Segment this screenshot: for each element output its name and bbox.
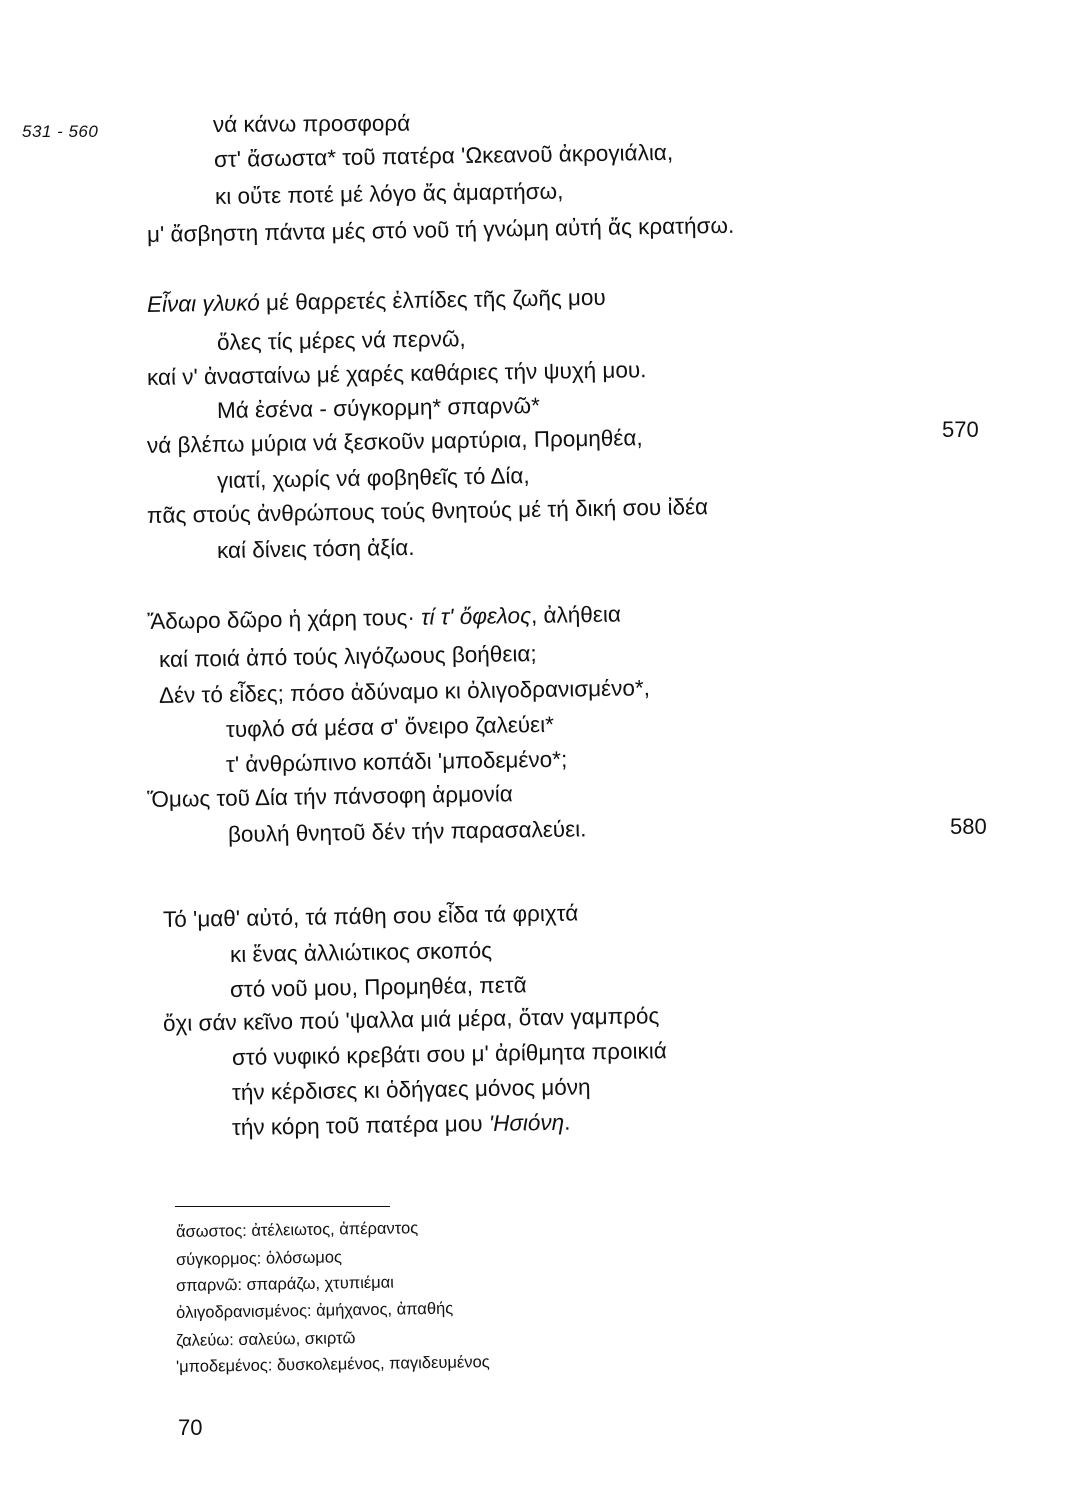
verse-line: μ' ἄσβηστη πάντα μές στό νοῦ τή γνώμη αὐτή ἄς κρατήσω. [146, 212, 735, 247]
italic-phrase: τί τ' ὄφελος [420, 602, 532, 630]
verse-line: κι οὔτε ποτέ μέ λόγο ἄς ἁμαρτήσω, [214, 178, 564, 209]
verse-line: ὄχι σάν κεῖνο πού 'ψαλλα μιά μέρα, ὅταν γαμπρός [162, 1003, 660, 1036]
verse-line: πᾶς στούς ἀνθρώπους τούς θνητούς μέ τή δική σου ἰδέα [146, 494, 709, 528]
footnote: ἄσωστος: ἀτέλειωτος, ἀπέραντος [175, 1219, 419, 1241]
footnote-rule [175, 1206, 390, 1207]
verse-line: Μά ἐσένα - σύγκορμη* σπαρνῶ* [216, 392, 541, 423]
verse-segment: τήν κόρη τοῦ πατέρα μου [231, 1111, 483, 1140]
verse-line: τ' ἀνθρώπινο κοπάδι 'μποδεμένο*; [225, 746, 568, 777]
verse-line: στό νοῦ μου, Προμηθέα, πετᾶ [229, 972, 527, 1002]
verse-segment: Ἄδωρο δῶρο ἡ χάρη τους· [146, 604, 416, 634]
margin-line-number: 570 [942, 417, 979, 442]
verse-line: νά κάνω προσφορά [212, 110, 411, 137]
verse-line: νά βλέπω μύρια νά ξεσκοῦν μαρτύρια, Προμηθέα, [146, 425, 643, 458]
verse-line: γιατί, χωρίς νά φοβηθεῖς τό Δία, [216, 463, 530, 493]
line-range: 531 - 560 [22, 122, 99, 141]
footnote: σπαρνῶ: σπαράζω, χτυπιέμαι [175, 1273, 395, 1295]
verse-line [232, 1109, 571, 1142]
footnote: σύγκορμος: ὁλόσωμος [175, 1248, 343, 1269]
footnote: 'μποδεμένος: δυσκολεμένος, παγιδευμένος [175, 1353, 490, 1376]
footnote: ζαλεύω: σαλεύω, σκιρτῶ [175, 1329, 356, 1350]
verse-segment: . [563, 1109, 571, 1135]
verse-line: καί ποιά ἀπό τούς λιγόζωους βοήθεια; [158, 641, 537, 672]
verse-line: καί ν' ἀνασταίνω μέ χαρές καθάριες τήν ψυχή μου. [146, 357, 647, 390]
verse-line: τήν κέρδισες κι ὁδήγαες μόνος μόνη [231, 1074, 591, 1105]
verse-line: τυφλό σά μέσα σ' ὄνειρο ζαλεύει* [225, 711, 555, 742]
verse-line: καί δίνεις τόση ἀξία. [216, 534, 415, 563]
verse-line: βουλή θνητοῦ δέν τήν παρασαλεύει. [227, 816, 587, 847]
footnote: ὀλιγοδρανισμένος: ἀμήχανος, ἀπαθής [175, 1299, 454, 1322]
verse-line: κι ἕνας ἀλλιώτικος σκοπός [229, 937, 493, 967]
verse-line: στ' ἄσωστα* τοῦ πατέρα 'Ωκεανοῦ ἀκρογιάλια, [213, 139, 674, 172]
verse-line: ὅλες τίς μέρες νά περνῶ, [216, 326, 466, 355]
verse-line: Τό 'μαθ' αὐτό, τά πάθη σου εἶδα τά φριχτά [162, 900, 579, 932]
margin-line-number: 580 [950, 814, 987, 839]
verse-line: Δέν τό εἶδες; πόσο ἀδύναμο κι ὀλιγοδρανισμένο*, [158, 675, 651, 708]
verse-line: Ὅμως τοῦ Δία τήν πάνσοφη ἁρμονία [146, 781, 514, 812]
verse-line: Εἶναι γλυκό μέ θαρρετές ἐλπίδες τῆς ζωῆς μου [146, 284, 606, 317]
page-number: 70 [178, 1415, 203, 1440]
verse-line: στό νυφικό κρεβάτι σου μ' ἀρίθμητα προικιά [231, 1038, 667, 1070]
verse-segment: , ἀλήθεια [530, 601, 622, 628]
italic-name: 'Ησιόνη [488, 1109, 565, 1136]
verse-line [147, 601, 621, 636]
italic-word: Εἶναι γλυκό [146, 290, 260, 317]
